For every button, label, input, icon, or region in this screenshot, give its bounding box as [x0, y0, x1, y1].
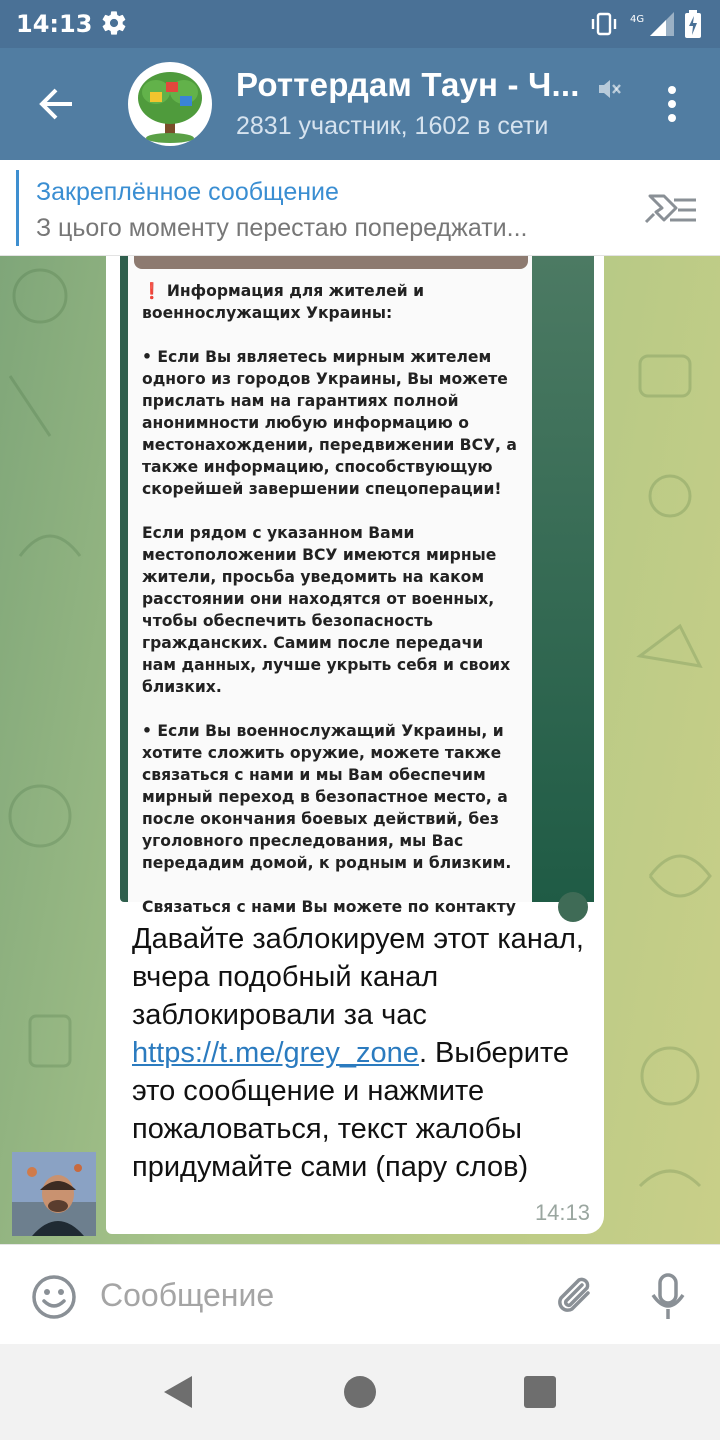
- pinned-accent-bar: [16, 170, 19, 246]
- microphone-icon[interactable]: [648, 1271, 688, 1323]
- chat-header: [0, 48, 720, 160]
- sender-avatar[interactable]: [12, 1152, 96, 1236]
- battery-icon: [684, 10, 702, 38]
- pinned-preview: З цього моменту перестаю попереджати...: [36, 214, 528, 242]
- message-text: [132, 920, 592, 1186]
- message-text-part: . Выберите это сообщение и нажмите пожаловаться, текст жалобы придумайте сами (пару слов): [132, 1037, 570, 1183]
- emoji-icon[interactable]: [30, 1273, 78, 1321]
- photo-text: [142, 280, 520, 940]
- chat-title[interactable]: Роттердам Таун - Ч...: [236, 66, 580, 103]
- paperclip-icon[interactable]: [552, 1271, 600, 1323]
- message-photo[interactable]: [120, 256, 594, 916]
- tree-houses-icon: [128, 62, 212, 146]
- photo-paragraph: • Если Вы являетесь мирным жителем одного из городов Украины, Вы можете прислать нам на гарантиях полной анонимности любую информацию о местонахождении, передвижении ВСУ, а также информацию, способствующую скорейшей завершении спецоперации!: [142, 348, 517, 498]
- network-type: 4G: [630, 14, 645, 25]
- photo-paragraph: Информация для жителей и военнослужащих Украины:: [142, 282, 425, 322]
- message-bubble[interactable]: [106, 256, 604, 1234]
- photo-paragraph: Связаться с нами Вы можете по контакту: [142, 898, 516, 916]
- nav-recents-icon[interactable]: [524, 1376, 556, 1408]
- photo-paragraph: Если рядом с указанном Вами местоположении ВСУ имеются мирные жители, просьба уведомить на каком расстоянии они находятся от военных, чтобы обеспечить безопасность гражданских. Самим после передачи нам данных, лучше укрыть себя и своих близких.: [142, 524, 511, 696]
- status-time: 14:13: [16, 10, 93, 38]
- message-input[interactable]: [100, 1269, 520, 1321]
- chat-area[interactable]: [0, 256, 720, 1244]
- vibrate-icon: [590, 10, 618, 38]
- photo-paragraph: • Если Вы военнослужащий Украины, и хотите сложить оружие, можете также связаться с нами и мы Вам обеспечим мирный переход в безопастное место, а после окончания боевых действий, без уголовного преследования, мы Вас передадим домой, к родным и близким.: [142, 722, 512, 872]
- nav-home-icon[interactable]: [344, 1376, 376, 1408]
- photo-overlay-button: [558, 892, 588, 922]
- more-vert-icon[interactable]: [652, 82, 692, 126]
- signal-icon: [630, 12, 676, 36]
- muted-icon: [596, 76, 622, 102]
- exclamation-icon: ❗: [142, 282, 162, 300]
- group-avatar[interactable]: [128, 62, 212, 146]
- pinned-list-icon[interactable]: [640, 188, 698, 228]
- message-composer: [0, 1244, 720, 1344]
- photo-text-card: [128, 256, 532, 916]
- back-arrow-icon[interactable]: [30, 78, 82, 130]
- pinned-title: Закреплённое сообщение: [36, 178, 339, 206]
- photo-top-strip: [134, 256, 528, 269]
- system-navigation-bar: [0, 1344, 720, 1440]
- photo-background: [532, 256, 594, 902]
- chat-members-count: 2831 участник, 1602 в сети: [236, 112, 549, 140]
- pinned-message-bar[interactable]: [0, 160, 720, 256]
- settings-gear-icon: [100, 9, 128, 37]
- message-link[interactable]: https://t.me/grey_zone: [132, 1037, 419, 1069]
- nav-back-icon[interactable]: [160, 1374, 194, 1410]
- message-text-part: Давайте заблокируем этот канал, вчера подобный канал заблокировали за час: [132, 923, 584, 1031]
- person-photo-icon: [12, 1152, 96, 1236]
- message-time: 14:13: [534, 1200, 590, 1225]
- status-bar: [0, 0, 720, 48]
